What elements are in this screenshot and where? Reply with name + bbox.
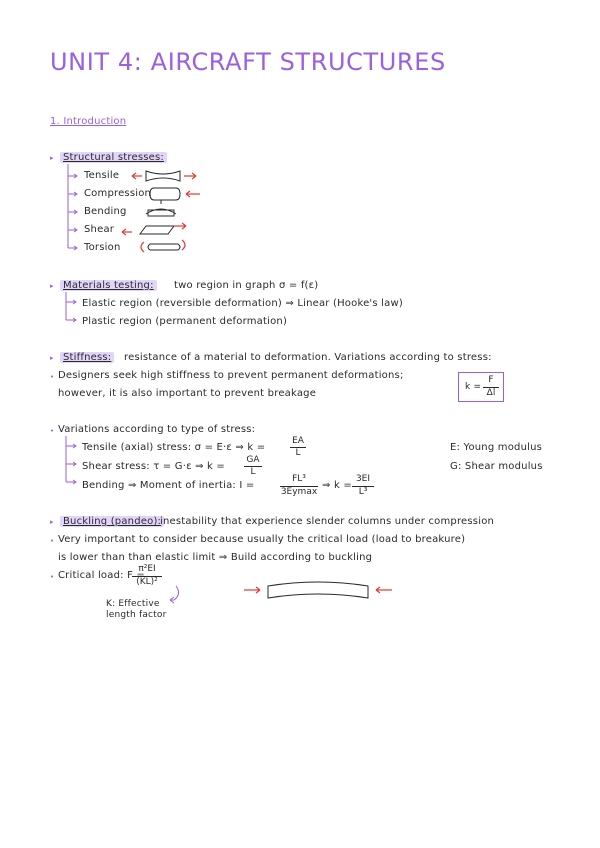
torsion-diagram: [136, 238, 206, 256]
bending-i-denominator: 3Eymax: [280, 487, 318, 497]
effective-length-note-1: K: Effective: [106, 599, 160, 609]
box-denominator: Δl: [486, 388, 496, 398]
young-modulus-note: E: Young modulus: [450, 442, 543, 453]
shear-diagram: [120, 222, 190, 238]
bending-i-numerator: FL³: [292, 474, 306, 484]
buckling-desc: inestability that experience slender columns under compression: [160, 516, 495, 527]
materials-desc: two region in graph σ = f(ε): [174, 280, 319, 291]
structural-heading: Structural stresses:: [60, 152, 167, 164]
shear-k-denominator: L: [250, 467, 256, 477]
bullet-icon: •: [50, 427, 55, 435]
variations-heading: Variations according to type of stress:: [58, 424, 256, 435]
critical-denominator: (KL)²: [136, 577, 158, 587]
shear-stress-formula: Shear stress: τ = G·ε ⇒ k =: [82, 461, 225, 472]
effective-length-note-2: length factor: [106, 610, 167, 620]
bullet-icon: ▸: [50, 282, 54, 290]
stiffness-line1: Designers seek high stiffness to prevent permanent deformations;: [58, 370, 404, 381]
bending-k-label: ⇒ k =: [322, 480, 352, 491]
box-k: k =: [465, 382, 482, 392]
bending-formula: Bending ⇒ Moment of inertia: I =: [82, 480, 255, 491]
torsion-label: Torsion: [84, 242, 121, 253]
stiffness-formula-box: [458, 372, 504, 402]
materials-heading: Materials testing:: [60, 280, 157, 292]
page-title: UNIT 4: AIRCRAFT STRUCTURES: [50, 48, 446, 76]
section-heading: 1. Introduction: [50, 116, 127, 127]
buckling-line1: Very important to consider because usually the critical load (load to breakure): [58, 534, 466, 545]
critical-numerator: π²EI: [138, 564, 156, 574]
shear-modulus-note: G: Shear modulus: [450, 461, 543, 472]
buckling-line2: is lower than than elastic limit ⇒ Build according to buckling: [58, 552, 373, 563]
bullet-icon: •: [50, 373, 55, 381]
bullet-icon: ▸: [50, 354, 54, 362]
shear-label: Shear: [84, 224, 115, 235]
materials-tree-lines: [64, 292, 80, 332]
bullet-icon: ▸: [50, 154, 54, 162]
plastic-region: Plastic region (permanent deformation): [82, 316, 288, 327]
stiffness-line2: however, it is also important to prevent breakage: [58, 388, 317, 399]
bullet-icon: ▸: [50, 518, 54, 526]
shear-k-numerator: GA: [246, 455, 260, 465]
note-pointer-arrow: [166, 586, 186, 606]
bullet-icon: •: [50, 573, 55, 581]
bending-k-numerator: 3EI: [355, 474, 371, 484]
bullet-icon: •: [50, 537, 55, 545]
tensile-k-denominator: L: [295, 448, 301, 458]
critical-load-label: Critical load: F =: [58, 570, 145, 581]
compression-label: Compression: [84, 188, 152, 199]
bending-diagram: [142, 200, 182, 218]
tensile-k-numerator: EA: [292, 436, 304, 446]
box-numerator: F: [488, 375, 494, 385]
buckling-heading: Buckling (pandeo):: [60, 516, 164, 528]
bending-label: Bending: [84, 206, 127, 217]
buckling-column-diagram: [242, 578, 412, 608]
stiffness-heading: Stiffness:: [60, 352, 114, 364]
tensile-stress-formula: Tensile (axial) stress: σ = E·ε ⇒ k =: [82, 442, 266, 453]
tensile-label: Tensile: [84, 170, 120, 181]
variations-tree-lines: [64, 436, 80, 486]
tensile-diagram: [130, 168, 200, 184]
structural-tree-lines: [66, 164, 86, 264]
elastic-region: Elastic region (reversible deformation) ⇒ Linear (Hooke's law): [82, 298, 403, 309]
bending-k-denominator: L³: [358, 487, 368, 497]
stiffness-desc: resistance of a material to deformation. Variations according to stress:: [124, 352, 492, 363]
